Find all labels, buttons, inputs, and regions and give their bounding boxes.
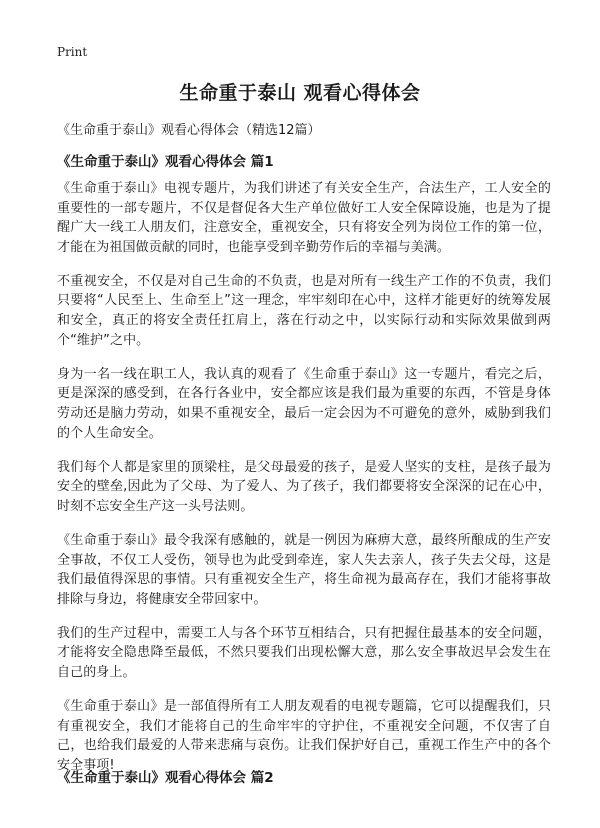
paragraph: 身为一名一线在职工人，我认真的观看了《生命重于泰山》这一专题片，看完之后，更是深深的感受到，在各行各业中，安全都应该是我们最为重要的东西，不管是身体劳动还是脑力劳动，如果不重视安全，最后一定会因为不可避免的意外，威胁到我们的个人生命安全。 — [57, 366, 551, 441]
paragraph: 我们的生产过程中，需要工人与各个环节互相结合，只有把握住最基本的安全问题，才能将安全隐患降至最低，不然只要我们出现松懈大意，那么安全事故迟早会发生在自己的身上。 — [57, 625, 551, 680]
section-1-body — [57, 179, 551, 790]
paragraph: 《生命重于泰山》最令我深有感触的，就是一例因为麻痹大意，最终所酿成的生产安全事故，不仅工人受伤，领导也为此受到牵连，家人失去亲人，孩子失去父母，这是我们最值得深思的事情。只有重视安全生产，将生命视为最高存在，我们才能将事故排除与身边，将健康安全带回家中。 — [57, 532, 551, 607]
paragraph: 不重视安全，不仅是对自己生命的不负责，也是对所有一线生产工作的不负责，我们只要将“人民至上、生命至上”这一理念，牢牢刻印在心中，这样才能更好的统筹发展和安全，真正的将安全责任扛肩上，落在行动之中，以实际行动和实际效果做到两个“维护”之中。 — [57, 273, 551, 348]
paragraph: 《生命重于泰山》是一部值得所有工人朋友观看的电视专题篇，它可以提醒我们，只有重视安全，我们才能将自己的生命牢牢的守护住，不重视安全问题，不仅害了自己，也给我们最爱的人带来悲痛与哀伤。让我们保护好自己，重视工作生产中的各个安全事项! — [57, 699, 551, 773]
document-subtitle: 《生命重于泰山》观看心得体会（精选12篇） — [57, 123, 321, 138]
paragraph: 我们每个人都是家里的顶梁柱，是父母最爱的孩子，是爱人坚实的支柱，是孩子最为安全的壁垒,因此为了父母、为了爱人、为了孩子，我们都要将安全深深的记在心中，时刻不忘安全生产这一头号法则。 — [57, 459, 551, 514]
section-heading-2: 《生命重于泰山》观看心得体会 篇2 — [57, 770, 274, 786]
page-title: 生命重于泰山 观看心得体会 — [179, 82, 421, 104]
section-heading-1: 《生命重于泰山》观看心得体会 篇1 — [57, 154, 274, 170]
paragraph: 《生命重于泰山》电视专题片，为我们讲述了有关安全生产，合法生产，工人安全的重要性的一部专题片，不仅是督促各大生产单位做好工人安全保障设施，也是为了提醒广大一线工人朋友们，注意安全，重视安全，只有将安全列为岗位工作的第一位，才能在为祖国做贡献的同时，也能享受到辛勤劳作后的幸福与美满。 — [57, 181, 551, 255]
print-link[interactable]: Print — [57, 45, 88, 59]
